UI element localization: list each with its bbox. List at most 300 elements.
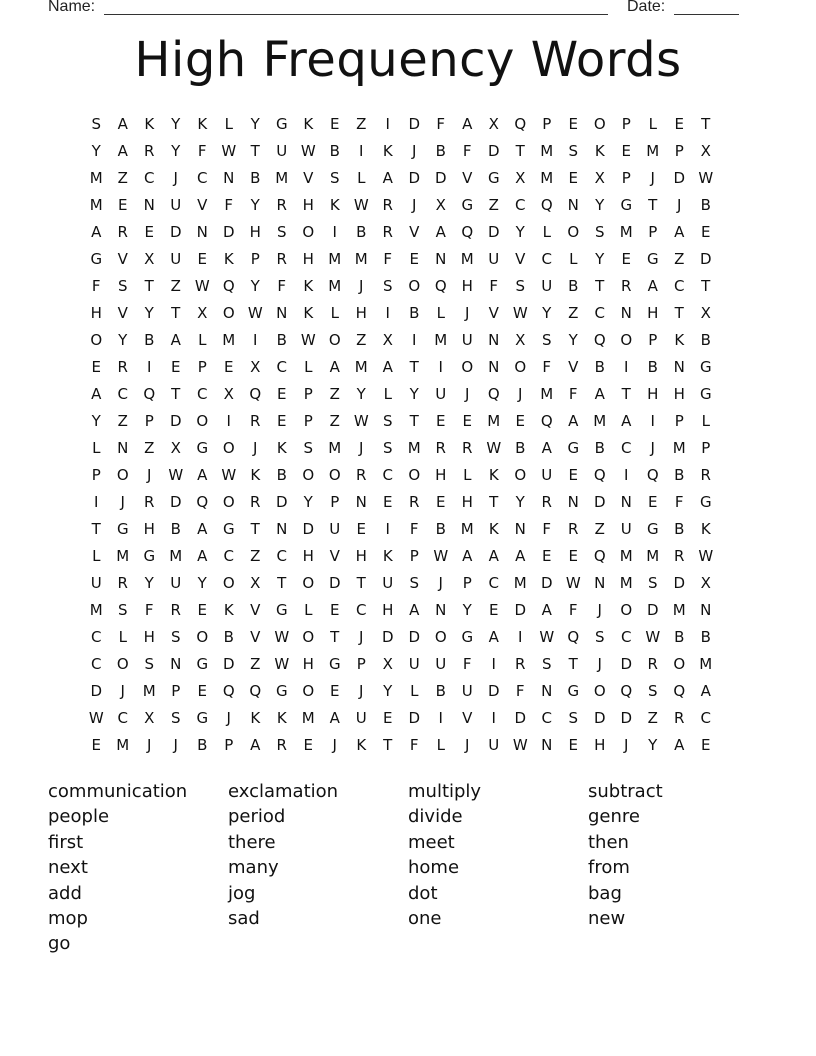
grid-letter[interactable]: H xyxy=(355,304,367,322)
grid-letter[interactable]: X xyxy=(223,385,234,403)
grid-letter[interactable]: U xyxy=(541,277,553,295)
grid-letter[interactable]: U xyxy=(435,655,447,673)
grid-letter[interactable]: O xyxy=(302,466,315,484)
grid-letter[interactable]: E xyxy=(568,466,578,484)
grid-letter[interactable]: N xyxy=(435,250,447,268)
grid-letter[interactable]: O xyxy=(222,574,235,592)
grid-letter[interactable]: B xyxy=(435,520,446,538)
grid-letter[interactable]: U xyxy=(170,574,182,592)
grid-letter[interactable]: R xyxy=(382,196,393,214)
grid-letter[interactable]: P xyxy=(250,250,260,268)
grid-letter[interactable]: A xyxy=(409,601,420,619)
grid-letter[interactable]: R xyxy=(409,493,420,511)
grid-letter[interactable]: X xyxy=(382,331,393,349)
grid-letter[interactable]: U xyxy=(329,520,341,538)
grid-letter[interactable]: M xyxy=(540,385,554,403)
grid-letter[interactable]: L xyxy=(436,304,445,322)
grid-letter[interactable]: D xyxy=(699,250,712,268)
grid-letter[interactable]: F xyxy=(91,277,101,295)
grid-letter[interactable]: Z xyxy=(356,331,367,349)
grid-letter[interactable]: D xyxy=(169,223,182,241)
grid-letter[interactable]: M xyxy=(275,169,289,187)
grid-letter[interactable]: Y xyxy=(568,331,578,349)
grid-letter[interactable]: O xyxy=(116,655,129,673)
grid-letter[interactable]: R xyxy=(117,358,128,376)
grid-letter[interactable]: D xyxy=(514,709,527,727)
grid-letter[interactable]: C xyxy=(674,277,685,295)
grid-letter[interactable]: J xyxy=(359,628,364,646)
grid-letter[interactable]: K xyxy=(144,115,155,133)
grid-letter[interactable]: J xyxy=(518,385,523,403)
grid-letter[interactable]: E xyxy=(356,520,366,538)
grid-letter[interactable]: A xyxy=(700,682,711,700)
grid-letter[interactable]: M xyxy=(354,358,368,376)
grid-letter[interactable]: E xyxy=(330,601,340,619)
grid-letter[interactable]: W xyxy=(512,304,528,322)
grid-letter[interactable]: F xyxy=(409,520,419,538)
grid-letter[interactable]: A xyxy=(674,223,685,241)
grid-letter[interactable]: S xyxy=(170,628,181,646)
grid-letter[interactable]: F xyxy=(515,682,525,700)
grid-letter[interactable]: B xyxy=(223,628,234,646)
grid-letter[interactable]: S xyxy=(594,628,605,646)
grid-letter[interactable]: E xyxy=(383,709,393,727)
grid-letter[interactable]: M xyxy=(434,331,448,349)
grid-letter[interactable]: Z xyxy=(594,520,605,538)
grid-letter[interactable]: A xyxy=(197,547,208,565)
grid-letter[interactable]: P xyxy=(356,655,366,673)
grid-letter[interactable]: P xyxy=(91,466,101,484)
grid-letter[interactable]: I xyxy=(332,223,337,241)
grid-letter[interactable]: E xyxy=(330,682,340,700)
grid-letter[interactable]: R xyxy=(621,277,632,295)
grid-letter[interactable]: Q xyxy=(567,628,580,646)
grid-letter[interactable]: H xyxy=(355,547,367,565)
grid-letter[interactable]: E xyxy=(515,412,525,430)
grid-letter[interactable]: S xyxy=(568,709,579,727)
grid-letter[interactable]: E xyxy=(568,547,578,565)
grid-letter[interactable]: E xyxy=(277,385,287,403)
grid-letter[interactable]: O xyxy=(196,412,209,430)
grid-letter[interactable]: K xyxy=(276,709,287,727)
grid-letter[interactable]: A xyxy=(117,142,128,160)
grid-letter[interactable]: G xyxy=(567,439,580,457)
grid-letter[interactable]: E xyxy=(171,358,181,376)
grid-letter[interactable]: G xyxy=(328,655,341,673)
grid-letter[interactable]: N xyxy=(567,493,579,511)
grid-letter[interactable]: A xyxy=(170,331,181,349)
grid-letter[interactable]: B xyxy=(594,439,605,457)
grid-letter[interactable]: Q xyxy=(646,466,659,484)
grid-letter[interactable]: C xyxy=(382,466,393,484)
grid-letter[interactable]: I xyxy=(359,142,364,160)
grid-letter[interactable]: E xyxy=(144,223,154,241)
grid-letter[interactable]: L xyxy=(198,331,207,349)
grid-letter[interactable]: F xyxy=(383,250,393,268)
grid-letter[interactable]: N xyxy=(143,196,155,214)
grid-letter[interactable]: M xyxy=(301,709,315,727)
grid-letter[interactable]: L xyxy=(410,682,419,700)
grid-letter[interactable]: W xyxy=(221,466,237,484)
grid-letter[interactable]: P xyxy=(648,331,658,349)
grid-letter[interactable]: J xyxy=(120,493,125,511)
grid-letter[interactable]: L xyxy=(648,115,657,133)
grid-letter[interactable]: N xyxy=(514,520,526,538)
grid-letter[interactable]: P xyxy=(330,493,340,511)
grid-letter[interactable]: M xyxy=(487,412,501,430)
grid-letter[interactable]: W xyxy=(565,574,581,592)
grid-letter[interactable]: W xyxy=(486,439,502,457)
grid-letter[interactable]: B xyxy=(594,358,605,376)
grid-letter[interactable]: C xyxy=(197,385,208,403)
grid-letter[interactable]: O xyxy=(593,682,606,700)
grid-letter[interactable]: Z xyxy=(356,115,367,133)
grid-letter[interactable]: R xyxy=(276,250,287,268)
grid-letter[interactable]: W xyxy=(221,142,237,160)
grid-letter[interactable]: Y xyxy=(171,115,181,133)
grid-letter[interactable]: N xyxy=(567,196,579,214)
grid-letter[interactable]: Z xyxy=(674,250,685,268)
grid-letter[interactable]: M xyxy=(460,250,474,268)
grid-letter[interactable]: M xyxy=(699,655,713,673)
grid-letter[interactable]: A xyxy=(674,736,685,754)
grid-letter[interactable]: R xyxy=(462,439,473,457)
grid-letter[interactable]: X xyxy=(515,331,526,349)
grid-letter[interactable]: R xyxy=(170,601,181,619)
grid-letter[interactable]: X xyxy=(250,574,261,592)
grid-letter[interactable]: P xyxy=(409,547,419,565)
grid-letter[interactable]: S xyxy=(541,655,552,673)
grid-letter[interactable]: R xyxy=(276,196,287,214)
grid-letter[interactable]: S xyxy=(647,682,658,700)
grid-letter[interactable]: B xyxy=(435,682,446,700)
grid-letter[interactable]: N xyxy=(620,493,632,511)
grid-letter[interactable]: R xyxy=(515,655,526,673)
grid-letter[interactable]: D xyxy=(275,493,288,511)
grid-letter[interactable]: S xyxy=(594,223,605,241)
grid-letter[interactable]: A xyxy=(462,547,473,565)
grid-letter[interactable]: Z xyxy=(329,412,340,430)
grid-letter[interactable]: U xyxy=(488,736,500,754)
grid-letter[interactable]: J xyxy=(465,385,470,403)
grid-letter[interactable]: X xyxy=(197,304,208,322)
grid-letter[interactable]: J xyxy=(253,439,258,457)
grid-letter[interactable]: L xyxy=(224,115,233,133)
grid-letter[interactable]: I xyxy=(385,304,390,322)
grid-letter[interactable]: A xyxy=(568,412,579,430)
grid-letter[interactable]: U xyxy=(170,250,182,268)
grid-letter[interactable]: K xyxy=(276,439,287,457)
grid-letter[interactable]: E xyxy=(648,493,658,511)
grid-letter[interactable]: H xyxy=(461,493,473,511)
grid-letter[interactable]: X xyxy=(170,439,181,457)
grid-letter[interactable]: T xyxy=(383,736,393,754)
grid-letter[interactable]: C xyxy=(276,547,287,565)
grid-letter[interactable]: J xyxy=(359,277,364,295)
grid-letter[interactable]: R xyxy=(647,655,658,673)
grid-letter[interactable]: C xyxy=(541,250,552,268)
grid-letter[interactable]: Z xyxy=(488,196,499,214)
grid-letter[interactable]: S xyxy=(409,574,420,592)
grid-letter[interactable]: Y xyxy=(250,196,260,214)
grid-letter[interactable]: G xyxy=(646,250,659,268)
grid-letter[interactable]: N xyxy=(355,493,367,511)
grid-letter[interactable]: E xyxy=(568,736,578,754)
grid-letter[interactable]: J xyxy=(412,142,417,160)
grid-letter[interactable]: I xyxy=(385,115,390,133)
grid-letter[interactable]: M xyxy=(89,196,103,214)
grid-letter[interactable]: Z xyxy=(568,304,579,322)
grid-letter[interactable]: R xyxy=(435,439,446,457)
grid-letter[interactable]: L xyxy=(330,304,339,322)
grid-letter[interactable]: E xyxy=(436,493,446,511)
grid-letter[interactable]: B xyxy=(700,628,711,646)
grid-letter[interactable]: D xyxy=(673,574,686,592)
grid-letter[interactable]: L xyxy=(92,547,101,565)
grid-letter[interactable]: Y xyxy=(144,574,154,592)
grid-letter[interactable]: Y xyxy=(118,331,128,349)
name-blank-line[interactable] xyxy=(104,14,608,15)
grid-letter[interactable]: T xyxy=(489,493,499,511)
grid-letter[interactable]: Q xyxy=(461,223,474,241)
grid-letter[interactable]: Q xyxy=(222,277,235,295)
grid-letter[interactable]: O xyxy=(302,574,315,592)
grid-letter[interactable]: J xyxy=(359,682,364,700)
grid-letter[interactable]: Y xyxy=(250,115,260,133)
grid-letter[interactable]: L xyxy=(357,169,366,187)
grid-letter[interactable]: D xyxy=(169,493,182,511)
grid-letter[interactable]: Q xyxy=(593,331,606,349)
grid-letter[interactable]: P xyxy=(542,115,552,133)
grid-letter[interactable]: V xyxy=(488,304,499,322)
grid-letter[interactable]: J xyxy=(650,439,655,457)
grid-letter[interactable]: X xyxy=(488,115,499,133)
grid-letter[interactable]: J xyxy=(173,736,178,754)
grid-letter[interactable]: E xyxy=(224,358,234,376)
grid-letter[interactable]: R xyxy=(250,412,261,430)
grid-letter[interactable]: D xyxy=(620,709,633,727)
grid-letter[interactable]: L xyxy=(304,358,313,376)
grid-letter[interactable]: I xyxy=(226,412,231,430)
grid-letter[interactable]: J xyxy=(465,304,470,322)
grid-letter[interactable]: M xyxy=(646,547,660,565)
grid-letter[interactable]: A xyxy=(594,385,605,403)
grid-letter[interactable]: E xyxy=(277,412,287,430)
grid-letter[interactable]: G xyxy=(196,709,209,727)
grid-letter[interactable]: P xyxy=(171,682,181,700)
grid-letter[interactable]: D xyxy=(620,655,633,673)
grid-letter[interactable]: E xyxy=(701,736,711,754)
grid-letter[interactable]: P xyxy=(303,385,313,403)
grid-letter[interactable]: J xyxy=(173,169,178,187)
grid-letter[interactable]: K xyxy=(197,115,208,133)
grid-letter[interactable]: H xyxy=(302,655,314,673)
grid-letter[interactable]: I xyxy=(147,358,152,376)
grid-letter[interactable]: K xyxy=(488,520,499,538)
grid-letter[interactable]: G xyxy=(699,385,712,403)
grid-letter[interactable]: A xyxy=(382,358,393,376)
grid-letter[interactable]: T xyxy=(171,304,181,322)
grid-letter[interactable]: S xyxy=(303,439,314,457)
grid-letter[interactable]: M xyxy=(540,169,554,187)
grid-letter[interactable]: J xyxy=(412,196,417,214)
grid-letter[interactable]: A xyxy=(515,547,526,565)
grid-letter[interactable]: L xyxy=(304,601,313,619)
grid-letter[interactable]: O xyxy=(116,466,129,484)
grid-letter[interactable]: Z xyxy=(329,385,340,403)
grid-letter[interactable]: C xyxy=(91,628,102,646)
grid-letter[interactable]: Y xyxy=(144,304,154,322)
grid-letter[interactable]: W xyxy=(353,412,369,430)
grid-letter[interactable]: W xyxy=(539,628,555,646)
grid-letter[interactable]: P xyxy=(674,412,684,430)
grid-letter[interactable]: U xyxy=(408,655,420,673)
grid-letter[interactable]: F xyxy=(489,277,499,295)
grid-letter[interactable]: T xyxy=(701,277,711,295)
grid-letter[interactable]: S xyxy=(117,601,128,619)
grid-letter[interactable]: Z xyxy=(647,709,658,727)
grid-letter[interactable]: D xyxy=(222,655,235,673)
grid-letter[interactable]: M xyxy=(407,439,421,457)
grid-letter[interactable]: C xyxy=(700,709,711,727)
grid-letter[interactable]: N xyxy=(170,655,182,673)
grid-letter[interactable]: R xyxy=(568,520,579,538)
grid-letter[interactable]: H xyxy=(673,385,685,403)
grid-letter[interactable]: I xyxy=(491,655,496,673)
grid-letter[interactable]: H xyxy=(461,277,473,295)
grid-letter[interactable]: O xyxy=(222,304,235,322)
grid-letter[interactable]: A xyxy=(91,223,102,241)
grid-letter[interactable]: N xyxy=(620,304,632,322)
grid-letter[interactable]: O xyxy=(196,628,209,646)
grid-letter[interactable]: S xyxy=(170,709,181,727)
grid-letter[interactable]: B xyxy=(250,169,261,187)
grid-letter[interactable]: H xyxy=(594,736,606,754)
grid-letter[interactable]: S xyxy=(91,115,102,133)
grid-letter[interactable]: E xyxy=(542,547,552,565)
grid-letter[interactable]: S xyxy=(276,223,287,241)
grid-letter[interactable]: T xyxy=(250,520,260,538)
grid-letter[interactable]: H xyxy=(143,520,155,538)
grid-letter[interactable]: N xyxy=(223,169,235,187)
grid-letter[interactable]: O xyxy=(302,682,315,700)
grid-letter[interactable]: J xyxy=(597,655,602,673)
grid-letter[interactable]: U xyxy=(488,250,500,268)
grid-letter[interactable]: D xyxy=(514,601,527,619)
grid-letter[interactable]: T xyxy=(701,115,711,133)
grid-letter[interactable]: T xyxy=(144,277,154,295)
grid-letter[interactable]: L xyxy=(569,250,578,268)
grid-letter[interactable]: W xyxy=(274,655,290,673)
grid-letter[interactable]: R xyxy=(117,223,128,241)
grid-letter[interactable]: X xyxy=(594,169,605,187)
grid-letter[interactable]: A xyxy=(541,601,552,619)
grid-letter[interactable]: R xyxy=(144,142,155,160)
grid-letter[interactable]: X xyxy=(250,358,261,376)
grid-letter[interactable]: M xyxy=(354,250,368,268)
grid-letter[interactable]: O xyxy=(593,115,606,133)
grid-letter[interactable]: R xyxy=(700,466,711,484)
grid-letter[interactable]: U xyxy=(435,385,447,403)
grid-letter[interactable]: U xyxy=(620,520,632,538)
grid-letter[interactable]: Y xyxy=(197,574,207,592)
grid-letter[interactable]: A xyxy=(488,628,499,646)
grid-letter[interactable]: G xyxy=(699,358,712,376)
grid-letter[interactable]: M xyxy=(646,142,660,160)
grid-letter[interactable]: C xyxy=(117,385,128,403)
grid-letter[interactable]: Q xyxy=(196,493,209,511)
grid-letter[interactable]: Y xyxy=(595,250,605,268)
grid-letter[interactable]: O xyxy=(514,358,527,376)
grid-letter[interactable]: Q xyxy=(514,115,527,133)
grid-letter[interactable]: A xyxy=(435,223,446,241)
grid-letter[interactable]: S xyxy=(117,277,128,295)
grid-letter[interactable]: K xyxy=(223,601,234,619)
grid-letter[interactable]: M xyxy=(619,574,633,592)
grid-letter[interactable]: G xyxy=(567,682,580,700)
grid-letter[interactable]: Q xyxy=(249,385,262,403)
grid-letter[interactable]: M xyxy=(460,520,474,538)
grid-letter[interactable]: O xyxy=(222,439,235,457)
grid-letter[interactable]: H xyxy=(435,466,447,484)
grid-letter[interactable]: M xyxy=(540,142,554,160)
grid-letter[interactable]: G xyxy=(196,439,209,457)
grid-letter[interactable]: T xyxy=(356,574,366,592)
grid-letter[interactable]: I xyxy=(438,358,443,376)
grid-letter[interactable]: N xyxy=(196,223,208,241)
grid-letter[interactable]: M xyxy=(619,547,633,565)
grid-letter[interactable]: Y xyxy=(356,385,366,403)
grid-letter[interactable]: M xyxy=(169,547,183,565)
grid-letter[interactable]: O xyxy=(434,628,447,646)
grid-letter[interactable]: A xyxy=(541,439,552,457)
grid-letter[interactable]: Q xyxy=(620,682,633,700)
grid-letter[interactable]: O xyxy=(222,493,235,511)
grid-letter[interactable]: P xyxy=(224,736,234,754)
grid-letter[interactable]: H xyxy=(302,547,314,565)
grid-letter[interactable]: U xyxy=(170,196,182,214)
grid-letter[interactable]: N xyxy=(700,601,712,619)
grid-letter[interactable]: B xyxy=(568,277,579,295)
grid-letter[interactable]: K xyxy=(303,115,314,133)
grid-letter[interactable]: U xyxy=(541,466,553,484)
grid-letter[interactable]: I xyxy=(518,628,523,646)
grid-letter[interactable]: M xyxy=(142,682,156,700)
grid-letter[interactable]: U xyxy=(382,574,394,592)
grid-letter[interactable]: C xyxy=(594,304,605,322)
grid-letter[interactable]: N xyxy=(673,358,685,376)
grid-letter[interactable]: Y xyxy=(462,601,472,619)
grid-letter[interactable]: E xyxy=(674,115,684,133)
grid-letter[interactable]: Q xyxy=(249,682,262,700)
grid-letter[interactable]: J xyxy=(597,601,602,619)
grid-letter[interactable]: D xyxy=(646,601,659,619)
grid-letter[interactable]: C xyxy=(488,574,499,592)
grid-letter[interactable]: U xyxy=(90,574,102,592)
grid-letter[interactable]: Q xyxy=(143,385,156,403)
grid-letter[interactable]: B xyxy=(144,331,155,349)
grid-letter[interactable]: K xyxy=(382,142,393,160)
grid-letter[interactable]: F xyxy=(462,142,472,160)
grid-letter[interactable]: A xyxy=(197,520,208,538)
grid-letter[interactable]: F xyxy=(568,385,578,403)
grid-letter[interactable]: S xyxy=(382,277,393,295)
grid-letter[interactable]: Q xyxy=(434,277,447,295)
grid-letter[interactable]: N xyxy=(117,439,129,457)
grid-letter[interactable]: O xyxy=(673,655,686,673)
grid-letter[interactable]: N xyxy=(541,736,553,754)
grid-letter[interactable]: E xyxy=(383,493,393,511)
